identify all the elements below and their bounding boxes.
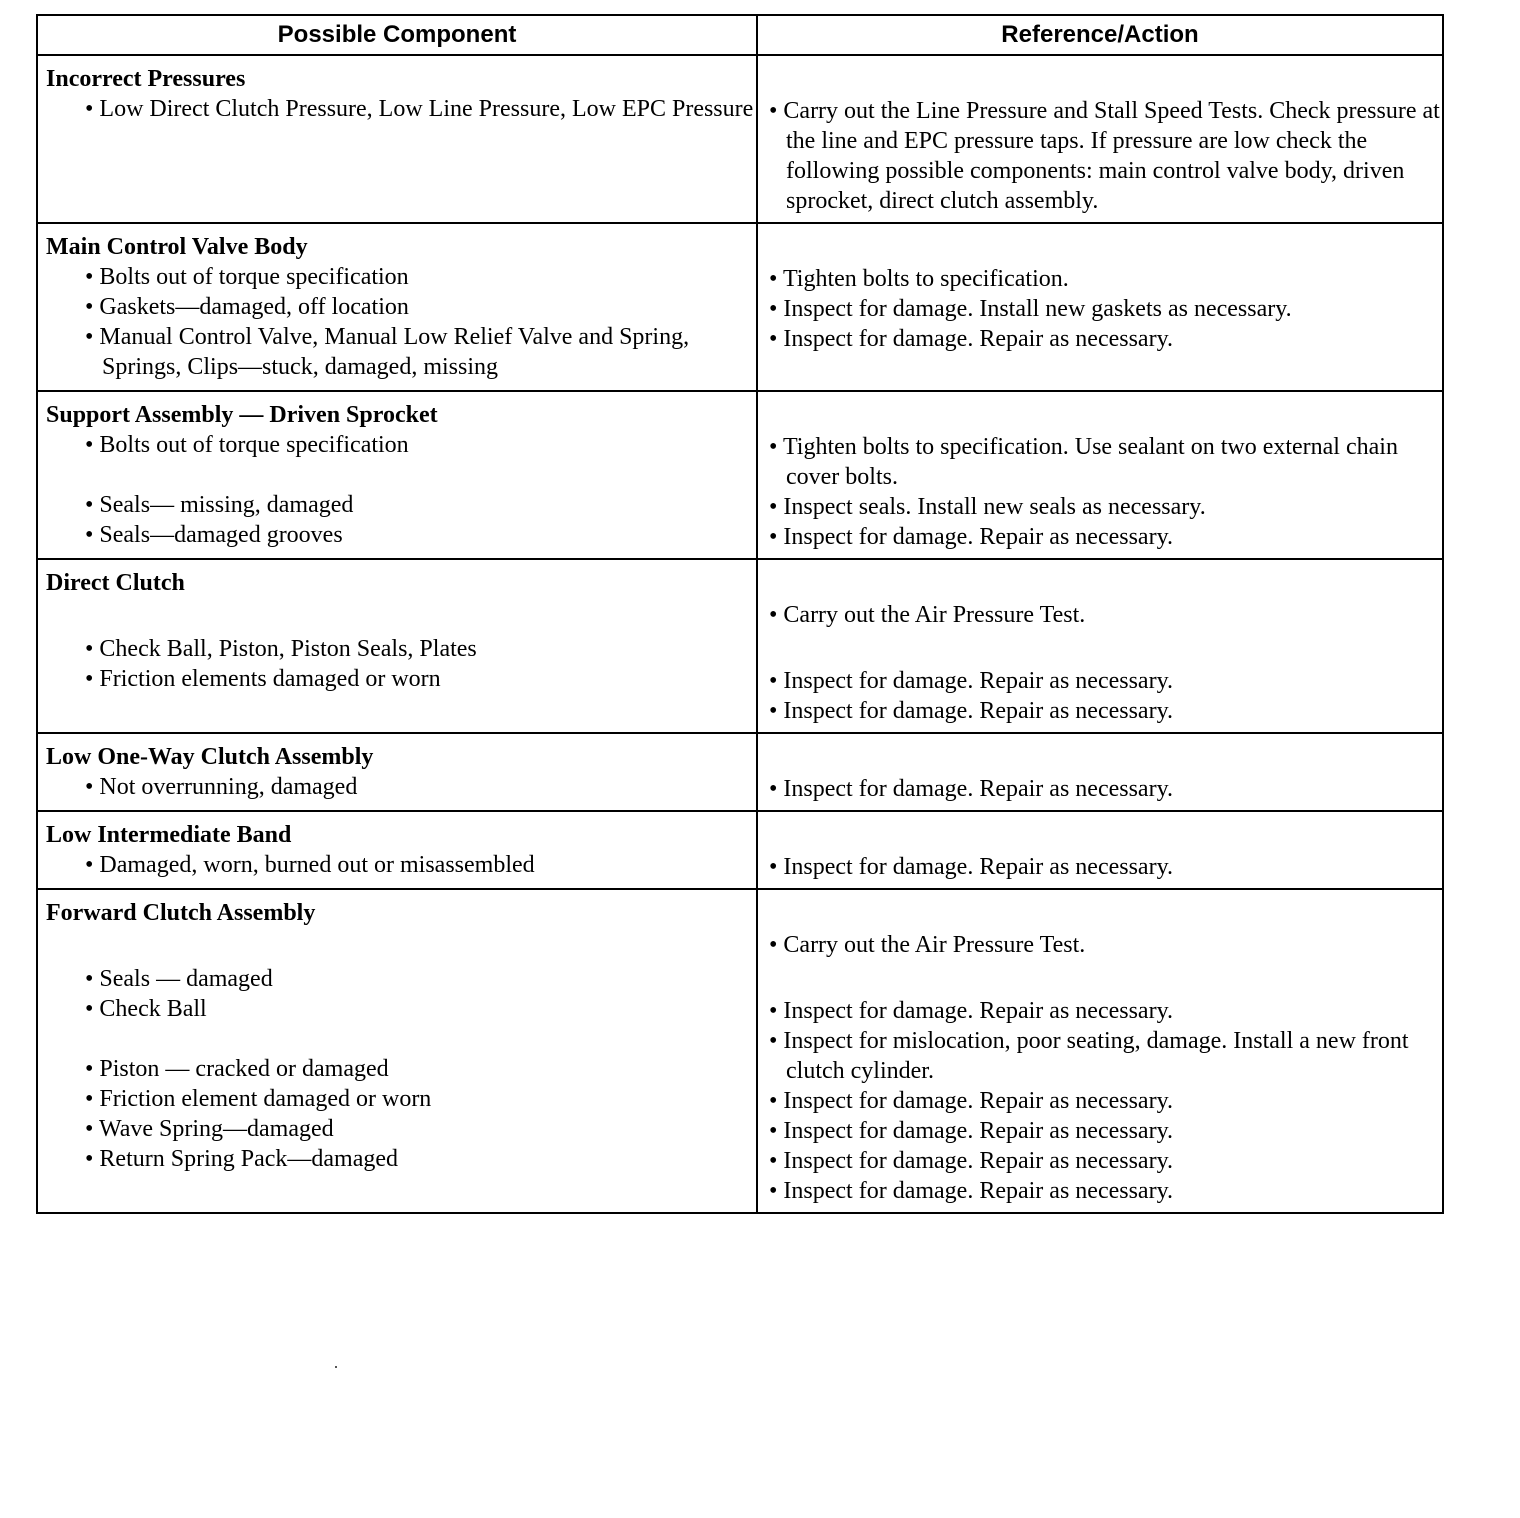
diagnosis-table [36, 14, 1444, 1214]
action-row-wrap [758, 96, 1442, 216]
component-spacer [38, 928, 756, 964]
table-section-row [37, 55, 1443, 223]
action-cell [757, 559, 1443, 733]
bullet-glyph: • [769, 998, 784, 1024]
action-text: Tighten bolts to specification. [782, 266, 1069, 292]
component-cell [37, 889, 757, 1213]
action-item [758, 666, 1442, 696]
table-section-row [37, 733, 1443, 811]
bullet-glyph: • [769, 1088, 784, 1114]
bullet-glyph: • [85, 324, 100, 350]
table-section-row [37, 223, 1443, 391]
action-spacer [758, 812, 1442, 852]
bullet-glyph: • [769, 98, 784, 124]
action-item [758, 522, 1442, 552]
component-row-wrap [38, 1144, 756, 1174]
component-cell [37, 811, 757, 889]
action-cell [757, 733, 1443, 811]
bullet-glyph: • [85, 492, 100, 518]
action-item [758, 294, 1442, 324]
component-text: Return Spring Pack—damaged [99, 1146, 399, 1172]
table-section-row [37, 811, 1443, 889]
action-row-wrap [758, 522, 1442, 552]
action-text: Inspect for damage. Repair as necessary. [783, 1148, 1174, 1174]
component-text: Low Direct Clutch Pressure, Low Line Pressure, Low EPC Pressure [99, 96, 754, 122]
action-row-wrap [758, 852, 1442, 882]
action-spacer [758, 224, 1442, 264]
bullet-glyph: • [85, 1056, 100, 1082]
action-text: Inspect for damage. Repair as necessary. [783, 998, 1174, 1024]
component-item [38, 520, 756, 550]
header-possible-component: Possible Component [37, 15, 757, 55]
action-text: Inspect for damage. Repair as necessary. [783, 698, 1174, 724]
component-text: Seals — damaged [99, 966, 273, 992]
cell-bottom-gap [758, 804, 1442, 810]
cell-bottom-gap [758, 216, 1442, 222]
action-text: Inspect for damage. Repair as necessary. [783, 1178, 1174, 1204]
action-row-wrap [758, 996, 1442, 1026]
action-cell [757, 811, 1443, 889]
bullet-glyph: • [85, 264, 100, 290]
action-row-wrap [758, 1086, 1442, 1116]
component-row-wrap [38, 664, 756, 694]
component-spacer [38, 598, 756, 634]
component-row-wrap [38, 994, 756, 1054]
cell-bottom-gap [38, 550, 756, 556]
action-spacer [758, 960, 1442, 996]
action-row-wrap [758, 1176, 1442, 1206]
action-text: Inspect for mislocation, poor seating, damage. Install a new front clutch cylinder. [783, 1028, 1409, 1084]
component-item [38, 292, 756, 322]
component-text: Friction element damaged or worn [99, 1086, 432, 1112]
action-item [758, 696, 1442, 726]
action-text: Inspect for damage. Repair as necessary. [783, 326, 1174, 352]
action-row-wrap [758, 1116, 1442, 1146]
bullet-glyph: • [769, 776, 784, 802]
action-item [758, 492, 1442, 522]
component-text: Wave Spring—damaged [98, 1116, 334, 1142]
cell-bottom-gap [758, 1206, 1442, 1212]
action-text: Inspect for damage. Repair as necessary. [783, 854, 1174, 880]
action-text: Inspect for damage. Repair as necessary. [783, 776, 1174, 802]
bullet-glyph: • [769, 932, 784, 958]
component-item [38, 994, 756, 1024]
action-spacer [758, 890, 1442, 930]
bullet-glyph: • [85, 636, 100, 662]
component-text: Bolts out of torque specification [99, 264, 409, 290]
component-text: Bolts out of torque specification [99, 432, 409, 458]
bullet-glyph: • [769, 326, 784, 352]
cell-bottom-gap [758, 882, 1442, 888]
component-item [38, 664, 756, 694]
action-row-wrap [758, 294, 1442, 324]
component-row-wrap [38, 94, 756, 214]
action-text: Inspect for damage. Install new gaskets as necessary. [783, 296, 1292, 322]
component-cell [37, 223, 757, 391]
component-row-wrap [38, 850, 756, 880]
action-text: Inspect seals. Install new seals as necessary. [783, 494, 1206, 520]
bullet-glyph: • [85, 966, 100, 992]
component-text: Friction elements damaged or worn [99, 666, 441, 692]
action-item [758, 432, 1442, 492]
bullet-glyph: • [85, 852, 100, 878]
lead-action-text [758, 600, 1442, 630]
action-item [758, 1086, 1442, 1116]
component-cell [37, 391, 757, 559]
bullet-glyph: • [85, 1116, 99, 1142]
cell-bottom-gap [38, 214, 756, 220]
component-item [38, 850, 756, 880]
cell-bottom-gap [38, 382, 756, 388]
section-title: Support Assembly — Driven Sprocket [46, 402, 438, 428]
component-item [38, 1114, 756, 1144]
component-text: Damaged, worn, burned out or misassembled [99, 852, 535, 878]
bullet-glyph: • [769, 854, 784, 880]
component-row-wrap [38, 292, 756, 322]
bullet-glyph: • [769, 434, 783, 460]
component-text: Seals—damaged grooves [99, 522, 343, 548]
section-title: Direct Clutch [46, 570, 185, 596]
action-item [758, 1116, 1442, 1146]
component-row-wrap [38, 1084, 756, 1114]
component-item [38, 322, 756, 382]
bullet-glyph: • [85, 996, 100, 1022]
component-text: Not overrunning, damaged [99, 774, 358, 800]
table-section-row [37, 391, 1443, 559]
component-text: Manual Control Valve, Manual Low Relief Valve and Spring, Springs, Clips—stuck, damaged, missing [99, 324, 690, 380]
action-row-wrap [758, 696, 1442, 726]
action-row-wrap [758, 774, 1442, 804]
action-spacer [758, 560, 1442, 600]
component-row-wrap [38, 634, 756, 664]
action-cell [757, 223, 1443, 391]
bullet-glyph: • [769, 698, 784, 724]
bullet-glyph: • [769, 1148, 784, 1174]
cell-bottom-gap [38, 694, 756, 700]
action-item [758, 1026, 1442, 1086]
component-text: Piston — cracked or damaged [99, 1056, 389, 1082]
component-row-wrap [38, 520, 756, 550]
lead-action-label: Carry out the Air Pressure Test. [783, 602, 1086, 628]
component-text: Check Ball, Piston, Piston Seals, Plates [99, 636, 477, 662]
bullet-glyph: • [85, 666, 100, 692]
action-text: Inspect for damage. Repair as necessary. [783, 1088, 1174, 1114]
table-header-row [37, 15, 1443, 55]
table-section-row [37, 559, 1443, 733]
cell-bottom-gap [38, 802, 756, 808]
bullet-glyph: • [769, 296, 784, 322]
action-spacer [758, 56, 1442, 96]
cell-bottom-gap [758, 726, 1442, 732]
section-title: Low One-Way Clutch Assembly [46, 744, 374, 770]
bullet-glyph: • [769, 1118, 784, 1144]
action-row-wrap [758, 492, 1442, 522]
bullet-glyph: • [769, 266, 783, 292]
action-item [758, 96, 1442, 216]
section-title: Low Intermediate Band [46, 822, 292, 848]
action-text: Inspect for damage. Repair as necessary. [783, 1118, 1174, 1144]
component-cell [37, 733, 757, 811]
action-text: Inspect for damage. Repair as necessary. [783, 524, 1174, 550]
action-text: Inspect for damage. Repair as necessary. [783, 668, 1174, 694]
action-text: Carry out the Line Pressure and Stall Speed Tests. Check pressure at the line and EPC pressure taps. If pressure are low check the following possible components: main control valve body, driven sprocket, direct clutch assembly. [783, 98, 1440, 214]
component-text: Gaskets—damaged, off location [99, 294, 409, 320]
lead-action-label: Carry out the Air Pressure Test. [783, 932, 1086, 958]
component-item [38, 634, 756, 664]
bullet-glyph: • [85, 522, 100, 548]
action-row-wrap [758, 324, 1442, 384]
action-row-wrap [758, 432, 1442, 492]
action-row-wrap [758, 666, 1442, 696]
action-item [758, 1176, 1442, 1206]
component-text: Seals— missing, damaged [99, 492, 354, 518]
bullet-glyph: • [769, 668, 784, 694]
cell-bottom-gap [38, 880, 756, 886]
component-row-wrap [38, 322, 756, 382]
header-reference-action: Reference/Action [757, 15, 1443, 55]
bullet-glyph: • [769, 602, 784, 628]
section-title: Forward Clutch Assembly [46, 900, 316, 926]
action-spacer [758, 734, 1442, 774]
action-item [758, 774, 1442, 804]
component-item [38, 94, 756, 124]
component-row-wrap [38, 772, 756, 802]
cell-bottom-gap [758, 384, 1442, 390]
component-row-wrap [38, 1114, 756, 1144]
bullet-glyph: • [769, 1178, 784, 1204]
action-cell [757, 55, 1443, 223]
cell-bottom-gap [758, 552, 1442, 558]
bullet-glyph: • [769, 1028, 784, 1054]
action-row-wrap [758, 264, 1442, 294]
bullet-glyph: • [85, 96, 100, 122]
action-row-wrap [758, 1026, 1442, 1086]
action-row-wrap [758, 1146, 1442, 1176]
action-text: Tighten bolts to specification. Use sealant on two external chain cover bolts. [782, 434, 1398, 490]
component-item [38, 1144, 756, 1174]
action-cell [757, 391, 1443, 559]
bullet-glyph: • [85, 1146, 100, 1172]
cell-bottom-gap [38, 1174, 756, 1180]
component-text: Check Ball [99, 996, 207, 1022]
bullet-glyph: • [85, 432, 100, 458]
component-row-wrap [38, 964, 756, 994]
bullet-glyph: • [769, 494, 784, 520]
action-item [758, 852, 1442, 882]
bullet-glyph: • [769, 524, 784, 550]
component-item [38, 1054, 756, 1084]
scan-speck [335, 1366, 337, 1368]
component-cell [37, 55, 757, 223]
action-item [758, 264, 1442, 294]
component-row-wrap [38, 1054, 756, 1084]
table-body [37, 55, 1443, 1213]
component-row-wrap [38, 262, 756, 292]
section-title: Main Control Valve Body [46, 234, 308, 260]
table-section-row [37, 889, 1443, 1213]
bullet-glyph: • [85, 1086, 100, 1112]
section-title: Incorrect Pressures [46, 66, 246, 92]
bullet-glyph: • [85, 774, 100, 800]
action-spacer [758, 392, 1442, 432]
bullet-glyph: • [85, 294, 100, 320]
action-item [758, 996, 1442, 1026]
action-item [758, 324, 1442, 354]
component-row-wrap [38, 490, 756, 520]
component-row-wrap [38, 430, 756, 490]
component-item [38, 430, 756, 460]
component-item [38, 1084, 756, 1114]
component-item [38, 964, 756, 994]
component-item [38, 490, 756, 520]
component-item [38, 262, 756, 292]
component-item [38, 772, 756, 802]
lead-action-text [758, 930, 1442, 960]
action-cell [757, 889, 1443, 1213]
component-cell [37, 559, 757, 733]
action-item [758, 1146, 1442, 1176]
action-spacer [758, 630, 1442, 666]
